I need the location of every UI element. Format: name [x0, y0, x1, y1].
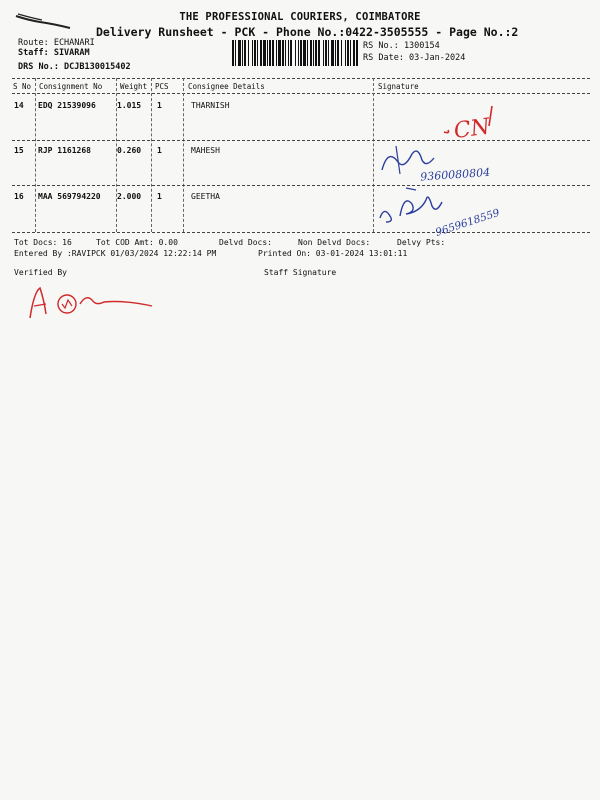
col-header-consignee: Consignee Details [188, 82, 265, 91]
runsheet-title: Delivery Runsheet - PCK - Phone No.:0422-3505555 - Page No.:2 [96, 25, 519, 39]
barcode-bar [323, 40, 324, 66]
row-pcs: 1 [157, 192, 162, 201]
signature-cn-text: CN [452, 114, 492, 145]
barcode-bar [282, 40, 284, 66]
barcode-bar [295, 40, 296, 66]
col-separator [151, 78, 152, 232]
header-bottom-rule [12, 93, 590, 94]
route-label: Route: ECHANARI [18, 38, 95, 48]
total-docs: Tot Docs: 16 [14, 238, 72, 247]
printed-on: Printed On: 03-01-2024 13:01:11 [258, 249, 408, 258]
signature-phone-text: 9659618559 [433, 206, 502, 239]
barcode-bar [331, 40, 334, 66]
staff-signature-label: Staff Signature [264, 268, 337, 277]
barcode-bar [254, 40, 256, 66]
barcode-bar [260, 40, 262, 66]
col-separator [183, 78, 184, 232]
barcode-bar [235, 40, 236, 66]
rs-number: RS No.: 1300154 [363, 41, 440, 51]
col-header-sno: S No [13, 82, 32, 91]
barcode-bar [288, 40, 289, 66]
row-consignee: MAHESH [191, 146, 220, 155]
row-consignment: RJP 1161268 [38, 146, 91, 155]
col-header-signature: Signature [378, 82, 419, 91]
signature-row16 [376, 180, 516, 239]
barcode-bar [269, 40, 271, 66]
barcode-bar [310, 40, 312, 66]
barcode-bar [248, 40, 249, 66]
row-pcs: 1 [157, 146, 162, 155]
barcode-bar [347, 40, 349, 66]
barcode-bar [278, 40, 281, 66]
barcode-bar [325, 40, 327, 66]
barcode-bar [272, 40, 274, 66]
barcode-bar [315, 40, 317, 66]
table-top-rule [12, 78, 590, 79]
verifier-signature [24, 282, 160, 324]
col-separator [373, 78, 374, 232]
barcode-bar [341, 40, 342, 66]
row-weight: 1.015 [117, 101, 142, 110]
row-consignee: GEETHA [191, 192, 220, 201]
barcode-bar [290, 40, 292, 66]
delivered-docs: Delvd Docs: [219, 238, 272, 247]
barcode-bar [303, 40, 306, 66]
barcode-bar [263, 40, 266, 66]
delivery-points: Delvy Pts: [397, 238, 446, 247]
barcode-bar [298, 40, 299, 66]
col-separator [35, 78, 36, 232]
barcode-bar [257, 40, 258, 66]
barcode-bar [307, 40, 308, 66]
row-consignment: EDQ 21539096 [38, 101, 96, 110]
row-weight: 0.260 [117, 146, 142, 155]
barcode-bar [356, 40, 358, 66]
barcode-image [232, 40, 358, 66]
row-sno: 15 [14, 146, 24, 155]
col-header-consignment: Consignment No [39, 82, 103, 91]
row-weight: 2.000 [117, 192, 142, 201]
drs-number: DRS No.: DCJB130015402 [18, 62, 131, 72]
barcode-bar [267, 40, 268, 66]
barcode-bar [313, 40, 314, 66]
staff-label: Staff: SIVARAM [18, 48, 90, 58]
row-pcs: 1 [157, 101, 162, 110]
rs-date: RS Date: 03-Jan-2024 [363, 53, 466, 63]
barcode-bar [300, 40, 302, 66]
row-sno: 14 [14, 101, 24, 110]
barcode-bar [232, 40, 234, 66]
barcode-bar [244, 40, 246, 66]
barcode-bar [350, 40, 351, 66]
non-delivered-docs: Non Delvd Docs: [298, 238, 371, 247]
barcode-bar [345, 40, 346, 66]
company-title: THE PROFESSIONAL COURIERS, COIMBATORE [179, 11, 421, 23]
barcode-bar [238, 40, 241, 66]
entered-by: Entered By :RAVIPCK 01/03/2024 12:22:14 PM [14, 249, 217, 258]
barcode-bar [337, 40, 339, 66]
barcode-bar [335, 40, 336, 66]
barcode-bar [285, 40, 286, 66]
col-header-weight: Weight [120, 82, 148, 91]
total-cod-amount: Tot COD Amt: 0.00 [96, 238, 178, 247]
row-consignment: MAA 569794220 [38, 192, 101, 201]
verified-by-label: Verified By [14, 268, 67, 277]
barcode-bar [252, 40, 253, 66]
signature-row14 [440, 100, 510, 145]
barcode-bar [276, 40, 277, 66]
barcode-bar [328, 40, 329, 66]
signature-phone-text: 9360080804 [419, 165, 491, 184]
barcode-bar [353, 40, 355, 66]
barcode-bar [318, 40, 320, 66]
row-consignee: THARNISH [191, 101, 230, 110]
row-sno: 16 [14, 192, 24, 201]
barcode-bar [242, 40, 243, 66]
col-header-pcs: PCS [155, 82, 169, 91]
